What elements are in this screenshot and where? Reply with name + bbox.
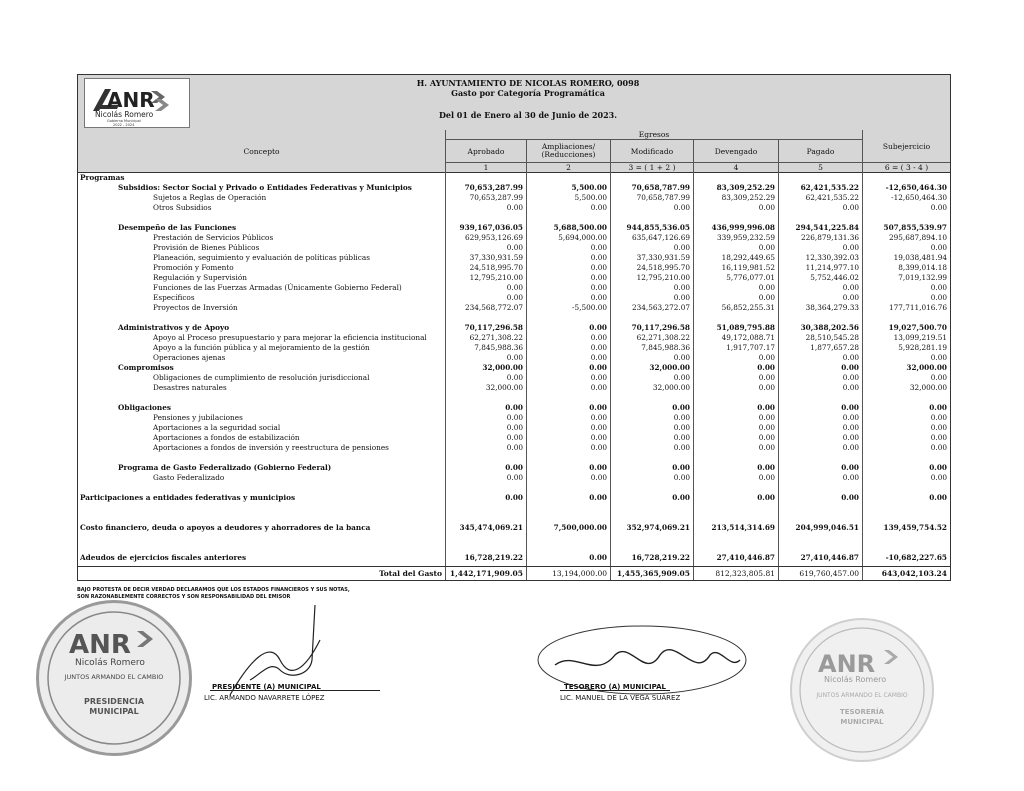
row-value: 0.00 [590, 383, 607, 392]
declaration [77, 587, 350, 601]
row-value: -10,682,227.65 [885, 553, 947, 562]
row-value: 5,500.00 [571, 183, 607, 192]
total-ampliaciones: 13,194,000.00 [552, 569, 607, 578]
col-devengado: Devengado [714, 146, 758, 156]
row-value: 38,364,279.33 [805, 303, 859, 312]
row-value: 0.00 [930, 373, 947, 382]
table-row [78, 483, 950, 492]
total-subejercicio: 643,042,103.24 [881, 569, 947, 578]
row-value: 0.00 [842, 443, 859, 452]
row-value: 0.00 [842, 423, 859, 432]
row-value: 83,309,252.29 [716, 183, 775, 192]
row-value: 0.00 [590, 253, 607, 262]
row-label: Obligaciones [118, 403, 171, 412]
row-value: 0.00 [842, 413, 859, 422]
row-value: 0.00 [589, 493, 607, 502]
table-row [78, 373, 950, 382]
table-row [78, 243, 950, 252]
row-value: 0.00 [757, 463, 775, 472]
row-value: 0.00 [930, 423, 947, 432]
table-row [78, 463, 950, 472]
row-value: 16,119,981.52 [721, 263, 775, 272]
row-value: 0.00 [930, 353, 947, 362]
row-value: 0.00 [930, 413, 947, 422]
row-label: Operaciones ajenas [153, 353, 226, 362]
col-n4: 4 [733, 163, 739, 172]
logo-subtitle2: Gobierno Municipal [107, 119, 141, 123]
treasurer-name: LIC. MANUEL DE LA VEGA SUÁREZ [560, 694, 681, 702]
row-value: 0.00 [673, 373, 690, 382]
table-row [78, 203, 950, 212]
col-aprobado: Aprobado [467, 146, 505, 156]
row-value: 0.00 [929, 493, 947, 502]
row-value: 32,000.00 [485, 383, 523, 392]
row-label: Provisión de Bienes Públicos [153, 243, 260, 252]
col-n1: 1 [483, 163, 489, 172]
row-value: 0.00 [672, 463, 690, 472]
table-row [78, 353, 950, 362]
report-header [78, 75, 950, 131]
row-label: Otros Subsidios [153, 203, 212, 212]
row-value: 5,752,446.02 [810, 273, 859, 282]
row-value: 0.00 [590, 413, 607, 422]
row-value: 0.00 [590, 343, 607, 352]
total-devengado: 812,323,805.81 [715, 569, 775, 578]
table-row [78, 233, 950, 242]
col-n6: 6 = ( 3 - 4 ) [884, 163, 929, 172]
col-concepto: Concepto [243, 146, 280, 156]
row-value: 28,510,545.28 [805, 333, 859, 342]
row-value: 0.00 [506, 353, 523, 362]
row-value: 0.00 [590, 473, 607, 482]
table-row [78, 263, 950, 272]
svg-text:ANR: ANR [69, 630, 131, 660]
row-value: 70,653,287.99 [464, 183, 523, 192]
row-value: 32,000.00 [482, 363, 523, 372]
header-line3: Del 01 de Enero al 30 de Junio de 2023. [438, 110, 618, 120]
row-value: 32,000.00 [906, 363, 947, 372]
col-n2: 2 [566, 163, 571, 172]
total-label: Total del Gasto [379, 569, 442, 578]
row-value: 0.00 [589, 553, 607, 562]
row-value: 0.00 [590, 373, 607, 382]
col-egresos: Egresos [638, 130, 670, 139]
row-value: 27,410,446.87 [716, 553, 775, 562]
president-name: LIC. ARMANDO NAVARRETE LÓPEZ [204, 694, 325, 702]
row-value: 0.00 [590, 243, 607, 252]
logo-text: ANR [107, 88, 155, 112]
seal-right-motto: JUNTOS ARMANDO EL CAMBIO [816, 692, 908, 699]
row-value: 7,500,000.00 [553, 523, 607, 532]
row-value: 51,089,795.88 [716, 323, 775, 332]
seal-left-line3: MUNICIPAL [89, 707, 139, 716]
row-value: 0.00 [506, 433, 523, 442]
row-value: 32,000.00 [652, 383, 690, 392]
row-value: 0.00 [590, 423, 607, 432]
column-header [78, 130, 950, 173]
row-value: 0.00 [758, 413, 775, 422]
row-value: 0.00 [930, 443, 947, 452]
row-value: -5,500.00 [572, 303, 607, 312]
row-value: 0.00 [841, 403, 859, 412]
row-value: 5,688,500.00 [553, 223, 607, 232]
table-row [78, 363, 950, 372]
seal-right-line3: MUNICIPAL [840, 718, 884, 726]
row-value: 0.00 [673, 433, 690, 442]
col-modificado: Modificado [630, 146, 674, 156]
row-value: 62,271,308.22 [469, 333, 523, 342]
row-label: Compromisos [118, 363, 174, 372]
row-label: Programas [80, 173, 125, 182]
col-subejercicio: Subejercicio [882, 141, 931, 151]
row-value: 339,959,232.59 [716, 233, 775, 242]
row-value: 352,974,069.21 [626, 523, 690, 532]
row-value: 0.00 [758, 243, 775, 252]
row-value: 0.00 [590, 283, 607, 292]
row-value: 0.00 [930, 243, 947, 252]
row-value: 0.00 [842, 353, 859, 362]
row-value: 0.00 [590, 203, 607, 212]
table-row [78, 303, 950, 312]
row-label: Prestación de Servicios Públicos [153, 233, 274, 242]
table-row [78, 523, 950, 532]
row-value: 0.00 [590, 273, 607, 282]
header-line2: Gasto por Categoría Programática [451, 88, 605, 98]
row-value: 0.00 [758, 443, 775, 452]
seal-left-motto: JUNTOS ARMANDO EL CAMBIO [64, 673, 164, 681]
row-value: 0.00 [673, 413, 690, 422]
row-label: Aportaciones a fondos de estabilización [153, 433, 300, 442]
row-value: -12,650,464.30 [891, 193, 947, 202]
row-label: Aportaciones a fondos de inversión y reestructura de pensiones [153, 443, 389, 452]
row-value: 32,000.00 [909, 383, 947, 392]
row-label: Funciones de las Fuerzas Armadas (Únicamente Gobierno Federal) [153, 283, 402, 292]
row-value: 56,852,255.31 [721, 303, 775, 312]
row-value: 0.00 [841, 363, 859, 372]
row-value: 0.00 [590, 333, 607, 342]
row-value: 0.00 [589, 363, 607, 372]
row-label: Desempeño de las Funciones [118, 223, 237, 232]
row-value: 139,459,754.52 [883, 523, 947, 532]
row-value: 0.00 [505, 463, 523, 472]
row-label: Promoción y Fomento [153, 263, 234, 272]
row-value: 0.00 [757, 363, 775, 372]
row-value: 436,999,996.08 [711, 223, 775, 232]
row-value: 0.00 [842, 473, 859, 482]
treasury-seal [790, 618, 934, 762]
row-value: 11,214,977.10 [805, 263, 859, 272]
row-value: 0.00 [505, 403, 523, 412]
table-row [78, 333, 950, 342]
row-value: 295,687,894.10 [888, 233, 947, 242]
row-label: Específicos [153, 293, 195, 302]
row-value: 234,568,772.07 [464, 303, 523, 312]
row-value: 0.00 [506, 413, 523, 422]
row-label: Aportaciones a la seguridad social [153, 423, 281, 432]
row-value: 629,953,126.69 [464, 233, 523, 242]
row-value: 0.00 [589, 463, 607, 472]
row-label: Subsidios: Sector Social y Privado o Entidades Federativas y Municipios [118, 183, 412, 192]
row-value: 5,928,281.19 [898, 343, 947, 352]
row-value: 0.00 [758, 423, 775, 432]
row-value: 0.00 [758, 203, 775, 212]
table-row [78, 453, 950, 462]
row-value: 0.00 [672, 403, 690, 412]
row-value: 294,541,225.84 [795, 223, 859, 232]
svg-text:Nicolás Romero: Nicolás Romero [824, 675, 887, 684]
table-row [78, 193, 950, 202]
table-row [78, 443, 950, 452]
municipal-logo [84, 78, 190, 128]
row-value: 19,027,500.70 [888, 323, 947, 332]
row-value: 0.00 [673, 203, 690, 212]
col-pagado: Pagado [806, 146, 835, 156]
row-label: Obligaciones de cumplimiento de resolución jurisdiccional [153, 373, 370, 382]
row-value: 0.00 [505, 493, 523, 502]
table-row [78, 513, 950, 522]
row-value: 62,421,535.22 [805, 193, 859, 202]
row-value: 0.00 [672, 493, 690, 502]
row-value: 0.00 [506, 423, 523, 432]
row-value: 18,292,449.65 [721, 253, 775, 262]
table-row [78, 433, 950, 442]
table-row [78, 173, 950, 182]
row-value: 0.00 [758, 283, 775, 292]
row-label: Administrativos y de Apoyo [118, 323, 230, 332]
row-value: 635,647,126.69 [631, 233, 690, 242]
row-value: 0.00 [842, 383, 859, 392]
row-value: 0.00 [590, 433, 607, 442]
row-label: Regulación y Supervisión [153, 273, 247, 282]
row-value: 0.00 [757, 493, 775, 502]
row-value: 0.00 [758, 473, 775, 482]
row-value: 0.00 [590, 353, 607, 362]
table-row [78, 293, 950, 302]
presidency-seal [36, 600, 192, 756]
row-value: 0.00 [842, 243, 859, 252]
table-row [78, 323, 950, 332]
table-row [78, 403, 950, 412]
row-label: Proyectos de Inversión [153, 303, 238, 312]
row-value: 0.00 [673, 423, 690, 432]
row-value: 944,855,536.05 [626, 223, 690, 232]
row-value: 0.00 [590, 293, 607, 302]
total-pagado: 619,760,457.00 [799, 569, 859, 578]
col-n5: 5 [818, 163, 823, 172]
row-value: 70,653,287.99 [469, 193, 523, 202]
row-value: 70,658,787.99 [631, 183, 690, 192]
table-row [78, 543, 950, 552]
row-value: 0.00 [673, 443, 690, 452]
declaration-line2: SON RAZONABLEMENTE CORRECTOS Y SON RESPONSABILIDAD DEL EMISOR [77, 594, 291, 600]
row-value: 213,514,314.69 [711, 523, 775, 532]
table-row [78, 283, 950, 292]
total-modificado: 1,455,365,909.05 [616, 569, 690, 578]
row-value: 37,330,931.59 [469, 253, 523, 262]
row-value: 12,795,210.00 [469, 273, 523, 282]
row-value: 0.00 [589, 323, 607, 332]
row-label: Costo financiero, deuda o apoyos a deudores y ahorradores de la banca [80, 523, 371, 532]
row-value: 70,117,296.58 [631, 323, 690, 332]
row-value: 0.00 [842, 373, 859, 382]
row-value: 226,879,131.36 [800, 233, 859, 242]
row-value: 70,658,787.99 [636, 193, 690, 202]
row-value: 0.00 [930, 283, 947, 292]
row-value: 32,000.00 [649, 363, 690, 372]
row-value: 5,500.00 [574, 193, 607, 202]
row-value: 0.00 [929, 463, 947, 472]
row-value: 0.00 [841, 493, 859, 502]
table-row [78, 423, 950, 432]
row-value: 0.00 [929, 403, 947, 412]
row-value: 0.00 [758, 293, 775, 302]
row-value: 83,309,252.29 [721, 193, 775, 202]
row-value: 0.00 [673, 293, 690, 302]
row-value: 0.00 [842, 433, 859, 442]
row-value: 0.00 [673, 353, 690, 362]
row-value: 0.00 [506, 203, 523, 212]
row-value: 0.00 [842, 293, 859, 302]
row-value: 0.00 [930, 433, 947, 442]
row-value: 0.00 [506, 473, 523, 482]
row-label: Apoyo a la función pública y al mejoramiento de la gestión [153, 343, 370, 352]
row-value: 0.00 [506, 283, 523, 292]
divider [446, 139, 863, 140]
row-value: 13,099,219.51 [893, 333, 947, 342]
row-value: 7,019,132.99 [898, 273, 947, 282]
row-value: 0.00 [758, 383, 775, 392]
row-value: 0.00 [590, 263, 607, 272]
row-value: 0.00 [758, 433, 775, 442]
total-row [78, 566, 950, 580]
row-value: 0.00 [590, 443, 607, 452]
seal-right-line2: TESORERÍA [839, 708, 885, 716]
row-value: -12,650,464.30 [885, 183, 947, 192]
row-label: Apoyo al Proceso presupuestario y para mejorar la eficiencia institucional [153, 333, 427, 342]
row-label: Planeación, seguimiento y evaluación de políticas públicas [153, 253, 370, 262]
col-ampliaciones: Ampliaciones/ (Reducciones) [541, 142, 596, 159]
row-value: 12,330,392.03 [805, 253, 859, 262]
table-row [78, 473, 950, 482]
row-label: Gasto Federalizado [153, 473, 225, 482]
row-value: 0.00 [842, 203, 859, 212]
logo-years: 2022 - 2024 [113, 123, 135, 127]
row-label: Participaciones a entidades federativas y municipios [80, 493, 296, 502]
row-value: 204,999,046.51 [795, 523, 859, 532]
table-row [78, 343, 950, 352]
row-value: 507,855,539.97 [883, 223, 947, 232]
row-value: 19,038,481.94 [893, 253, 947, 262]
row-value: 0.00 [841, 463, 859, 472]
row-value: 1,877,657.28 [810, 343, 859, 352]
row-value: 0.00 [757, 403, 775, 412]
svg-text:ANR: ANR [818, 650, 876, 678]
row-value: 0.00 [758, 353, 775, 362]
row-label: Pensiones y jubilaciones [153, 413, 243, 422]
row-value: 0.00 [930, 293, 947, 302]
row-value: 7,845,988.36 [641, 343, 690, 352]
row-value: 0.00 [673, 473, 690, 482]
col-n3: 3 = ( 1 + 2 ) [628, 163, 676, 172]
table-row [78, 313, 950, 322]
row-value: 70,117,296.58 [464, 323, 523, 332]
row-value: 27,410,446.87 [800, 553, 859, 562]
row-label: Programa de Gasto Federalizado (Gobierno Federal) [118, 463, 332, 472]
row-value: 0.00 [673, 243, 690, 252]
row-value: 24,518,995.70 [636, 263, 690, 272]
table-row [78, 223, 950, 232]
treasurer-title: TESORERO (A) MUNICIPAL [564, 683, 666, 691]
row-value: 5,694,000.00 [558, 233, 607, 242]
logo-subtitle: Nicolás Romero [95, 110, 154, 119]
seal-right-icon [792, 620, 932, 760]
row-value: 8,399,014.18 [898, 263, 947, 272]
row-value: 0.00 [506, 373, 523, 382]
declaration-line1: BAJO PROTESTA DE DECIR VERDAD DECLARAMOS QUE LOS ESTADOS FINANCIEROS Y SUS NOTAS, [77, 587, 350, 593]
president-title: PRESIDENTE (A) MUNICIPAL [212, 683, 321, 691]
row-label: Adeudos de ejercicios fiscales anteriores [80, 553, 247, 562]
row-value: 345,474,069.21 [459, 523, 523, 532]
row-value: 0.00 [758, 373, 775, 382]
row-value: 1,917,707.17 [726, 343, 775, 352]
row-value: 0.00 [842, 283, 859, 292]
row-label: Sujetos a Reglas de Operación [153, 193, 267, 202]
table-row [78, 273, 950, 282]
table-row [78, 213, 950, 222]
row-value: 62,421,535.22 [800, 183, 859, 192]
row-value: 234,563,272.07 [631, 303, 690, 312]
seal-left-line2: PRESIDENCIA [83, 697, 145, 706]
divider [446, 162, 950, 163]
table-row [78, 493, 950, 502]
row-label: Desastres naturales [153, 383, 227, 392]
header-line1: H. AYUNTAMIENTO DE NICOLAS ROMERO, 0098 [416, 78, 640, 88]
table-row [78, 413, 950, 422]
svg-text:Nicolás Romero: Nicolás Romero [75, 658, 145, 668]
row-value: 939,167,036.05 [459, 223, 523, 232]
financial-statement-table [77, 74, 951, 581]
row-value: 16,728,219.22 [631, 553, 690, 562]
row-value: 7,845,988.36 [474, 343, 523, 352]
row-value: 0.00 [673, 283, 690, 292]
row-value: 62,271,308.22 [636, 333, 690, 342]
table-row [78, 383, 950, 392]
table-row [78, 393, 950, 402]
row-value: 0.00 [506, 443, 523, 452]
total-aprobado: 1,442,171,909.05 [449, 569, 523, 578]
table-row [78, 553, 950, 562]
row-value: 0.00 [506, 293, 523, 302]
row-value: 49,172,088.71 [721, 333, 775, 342]
row-value: 0.00 [930, 203, 947, 212]
row-value: 16,728,219.22 [464, 553, 523, 562]
row-value: 0.00 [589, 403, 607, 412]
table-row [78, 253, 950, 262]
row-value: 37,330,931.59 [636, 253, 690, 262]
row-value: 0.00 [506, 243, 523, 252]
anr-logo-icon [85, 79, 189, 127]
row-value: 177,711,016.76 [888, 303, 947, 312]
table-row [78, 183, 950, 192]
row-value: 30,388,202.56 [800, 323, 859, 332]
row-value: 24,518,995.70 [469, 263, 523, 272]
row-value: 5,776,077.01 [726, 273, 775, 282]
row-value: 12,795,210.00 [636, 273, 690, 282]
row-value: 0.00 [930, 473, 947, 482]
table-body [78, 172, 950, 580]
